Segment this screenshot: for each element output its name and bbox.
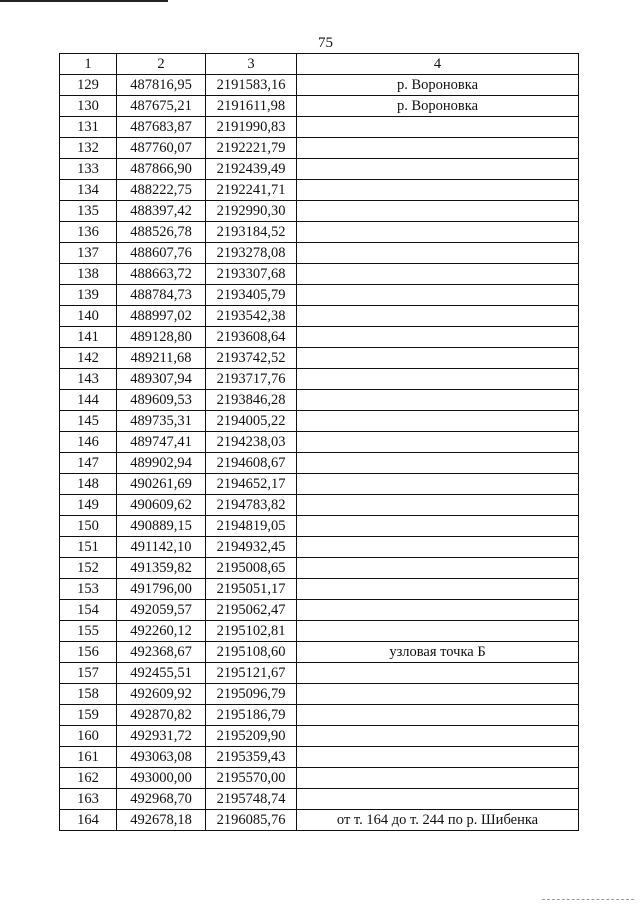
point-number-cell: 156 — [60, 642, 117, 663]
note-cell — [297, 201, 579, 222]
y-coordinate-cell: 2195570,00 — [206, 768, 297, 789]
table-row — [60, 306, 579, 327]
point-number-cell: 136 — [60, 222, 117, 243]
point-number-cell: 144 — [60, 390, 117, 411]
point-number-cell: 137 — [60, 243, 117, 264]
note-cell — [297, 537, 579, 558]
note-cell — [297, 663, 579, 684]
x-coordinate-cell: 489735,31 — [117, 411, 206, 432]
point-number-cell: 141 — [60, 327, 117, 348]
note-cell: р. Вороновка — [297, 75, 579, 96]
table-row — [60, 243, 579, 264]
table-row — [60, 117, 579, 138]
y-coordinate-cell: 2195096,79 — [206, 684, 297, 705]
x-coordinate-cell: 492870,82 — [117, 705, 206, 726]
note-cell — [297, 306, 579, 327]
x-coordinate-cell: 488397,42 — [117, 201, 206, 222]
y-coordinate-cell: 2193405,79 — [206, 285, 297, 306]
note-cell — [297, 348, 579, 369]
table-row — [60, 789, 579, 810]
note-cell — [297, 327, 579, 348]
x-coordinate-cell: 488784,73 — [117, 285, 206, 306]
note-cell — [297, 432, 579, 453]
table-row — [60, 684, 579, 705]
y-coordinate-cell: 2193542,38 — [206, 306, 297, 327]
x-coordinate-cell: 492678,18 — [117, 810, 206, 831]
x-coordinate-cell: 489609,53 — [117, 390, 206, 411]
point-number-cell: 155 — [60, 621, 117, 642]
note-cell — [297, 579, 579, 600]
header-col-3: 3 — [206, 54, 297, 75]
x-coordinate-cell: 492059,57 — [117, 600, 206, 621]
table-body — [60, 75, 579, 831]
note-cell: от т. 164 до т. 244 по р. Шибенка — [297, 810, 579, 831]
note-cell: узловая точка Б — [297, 642, 579, 663]
y-coordinate-cell: 2194932,45 — [206, 537, 297, 558]
x-coordinate-cell: 489211,68 — [117, 348, 206, 369]
note-cell — [297, 705, 579, 726]
note-cell: р. Вороновка — [297, 96, 579, 117]
point-number-cell: 146 — [60, 432, 117, 453]
point-number-cell: 138 — [60, 264, 117, 285]
point-number-cell: 139 — [60, 285, 117, 306]
table-row — [60, 327, 579, 348]
note-cell — [297, 159, 579, 180]
y-coordinate-cell: 2191990,83 — [206, 117, 297, 138]
table-row — [60, 159, 579, 180]
table-row — [60, 810, 579, 831]
x-coordinate-cell: 490889,15 — [117, 516, 206, 537]
x-coordinate-cell: 492368,67 — [117, 642, 206, 663]
note-cell — [297, 264, 579, 285]
note-cell — [297, 411, 579, 432]
point-number-cell: 161 — [60, 747, 117, 768]
note-cell — [297, 789, 579, 810]
y-coordinate-cell: 2194608,67 — [206, 453, 297, 474]
y-coordinate-cell: 2193742,52 — [206, 348, 297, 369]
note-cell — [297, 180, 579, 201]
y-coordinate-cell: 2193608,64 — [206, 327, 297, 348]
y-coordinate-cell: 2193307,68 — [206, 264, 297, 285]
scan-edge-marks — [542, 899, 634, 902]
y-coordinate-cell: 2192439,49 — [206, 159, 297, 180]
x-coordinate-cell: 492609,92 — [117, 684, 206, 705]
x-coordinate-cell: 487675,21 — [117, 96, 206, 117]
top-edge-rule — [0, 0, 168, 2]
header-col-4: 4 — [297, 54, 579, 75]
y-coordinate-cell: 2191611,98 — [206, 96, 297, 117]
y-coordinate-cell: 2193278,08 — [206, 243, 297, 264]
point-number-cell: 129 — [60, 75, 117, 96]
note-cell — [297, 600, 579, 621]
x-coordinate-cell: 490609,62 — [117, 495, 206, 516]
table-row — [60, 537, 579, 558]
coordinates-table — [59, 53, 579, 831]
y-coordinate-cell: 2195108,60 — [206, 642, 297, 663]
x-coordinate-cell: 489902,94 — [117, 453, 206, 474]
point-number-cell: 150 — [60, 516, 117, 537]
note-cell — [297, 621, 579, 642]
point-number-cell: 153 — [60, 579, 117, 600]
table-row — [60, 579, 579, 600]
y-coordinate-cell: 2194652,17 — [206, 474, 297, 495]
table-row — [60, 264, 579, 285]
y-coordinate-cell: 2194783,82 — [206, 495, 297, 516]
table-row — [60, 621, 579, 642]
note-cell — [297, 138, 579, 159]
y-coordinate-cell: 2195748,74 — [206, 789, 297, 810]
x-coordinate-cell: 488222,75 — [117, 180, 206, 201]
x-coordinate-cell: 491796,00 — [117, 579, 206, 600]
note-cell — [297, 390, 579, 411]
x-coordinate-cell: 489307,94 — [117, 369, 206, 390]
table-row — [60, 495, 579, 516]
x-coordinate-cell: 493000,00 — [117, 768, 206, 789]
y-coordinate-cell: 2192990,30 — [206, 201, 297, 222]
point-number-cell: 160 — [60, 726, 117, 747]
point-number-cell: 132 — [60, 138, 117, 159]
header-row — [60, 54, 579, 75]
table-row — [60, 96, 579, 117]
point-number-cell: 163 — [60, 789, 117, 810]
point-number-cell: 162 — [60, 768, 117, 789]
table-row — [60, 558, 579, 579]
y-coordinate-cell: 2194819,05 — [206, 516, 297, 537]
x-coordinate-cell: 487816,95 — [117, 75, 206, 96]
note-cell — [297, 747, 579, 768]
point-number-cell: 143 — [60, 369, 117, 390]
table-row — [60, 411, 579, 432]
y-coordinate-cell: 2195121,67 — [206, 663, 297, 684]
note-cell — [297, 117, 579, 138]
y-coordinate-cell: 2194238,03 — [206, 432, 297, 453]
x-coordinate-cell: 488526,78 — [117, 222, 206, 243]
y-coordinate-cell: 2196085,76 — [206, 810, 297, 831]
point-number-cell: 147 — [60, 453, 117, 474]
table-row — [60, 705, 579, 726]
note-cell — [297, 243, 579, 264]
table-row — [60, 768, 579, 789]
table-row — [60, 747, 579, 768]
table-row — [60, 222, 579, 243]
y-coordinate-cell: 2195102,81 — [206, 621, 297, 642]
table-row — [60, 453, 579, 474]
note-cell — [297, 222, 579, 243]
y-coordinate-cell: 2195051,17 — [206, 579, 297, 600]
header-col-2: 2 — [117, 54, 206, 75]
x-coordinate-cell: 488607,76 — [117, 243, 206, 264]
note-cell — [297, 726, 579, 747]
point-number-cell: 134 — [60, 180, 117, 201]
x-coordinate-cell: 487866,90 — [117, 159, 206, 180]
header-col-1: 1 — [60, 54, 117, 75]
x-coordinate-cell: 488997,02 — [117, 306, 206, 327]
x-coordinate-cell: 487683,87 — [117, 117, 206, 138]
y-coordinate-cell: 2195209,90 — [206, 726, 297, 747]
note-cell — [297, 453, 579, 474]
y-coordinate-cell: 2195062,47 — [206, 600, 297, 621]
note-cell — [297, 474, 579, 495]
y-coordinate-cell: 2193184,52 — [206, 222, 297, 243]
y-coordinate-cell: 2194005,22 — [206, 411, 297, 432]
x-coordinate-cell: 491142,10 — [117, 537, 206, 558]
note-cell — [297, 285, 579, 306]
point-number-cell: 154 — [60, 600, 117, 621]
table-row — [60, 390, 579, 411]
table-row — [60, 726, 579, 747]
point-number-cell: 164 — [60, 810, 117, 831]
point-number-cell: 142 — [60, 348, 117, 369]
y-coordinate-cell: 2193717,76 — [206, 369, 297, 390]
x-coordinate-cell: 492455,51 — [117, 663, 206, 684]
note-cell — [297, 495, 579, 516]
point-number-cell: 131 — [60, 117, 117, 138]
table-row — [60, 348, 579, 369]
note-cell — [297, 768, 579, 789]
point-number-cell: 130 — [60, 96, 117, 117]
table-row — [60, 285, 579, 306]
y-coordinate-cell: 2192221,79 — [206, 138, 297, 159]
note-cell — [297, 369, 579, 390]
x-coordinate-cell: 488663,72 — [117, 264, 206, 285]
point-number-cell: 148 — [60, 474, 117, 495]
note-cell — [297, 516, 579, 537]
x-coordinate-cell: 489747,41 — [117, 432, 206, 453]
point-number-cell: 152 — [60, 558, 117, 579]
x-coordinate-cell: 489128,80 — [117, 327, 206, 348]
table-row — [60, 75, 579, 96]
table-row — [60, 201, 579, 222]
y-coordinate-cell: 2193846,28 — [206, 390, 297, 411]
table-row — [60, 663, 579, 684]
y-coordinate-cell: 2191583,16 — [206, 75, 297, 96]
y-coordinate-cell: 2195186,79 — [206, 705, 297, 726]
point-number-cell: 145 — [60, 411, 117, 432]
x-coordinate-cell: 492968,70 — [117, 789, 206, 810]
table-row — [60, 474, 579, 495]
x-coordinate-cell: 493063,08 — [117, 747, 206, 768]
y-coordinate-cell: 2195359,43 — [206, 747, 297, 768]
point-number-cell: 157 — [60, 663, 117, 684]
table-row — [60, 600, 579, 621]
point-number-cell: 151 — [60, 537, 117, 558]
x-coordinate-cell: 491359,82 — [117, 558, 206, 579]
table-row — [60, 432, 579, 453]
note-cell — [297, 558, 579, 579]
point-number-cell: 158 — [60, 684, 117, 705]
table-row — [60, 138, 579, 159]
point-number-cell: 135 — [60, 201, 117, 222]
x-coordinate-cell: 490261,69 — [117, 474, 206, 495]
table-row — [60, 642, 579, 663]
point-number-cell: 149 — [60, 495, 117, 516]
table-row — [60, 516, 579, 537]
x-coordinate-cell: 492260,12 — [117, 621, 206, 642]
page-number: 75 — [318, 35, 333, 51]
x-coordinate-cell: 492931,72 — [117, 726, 206, 747]
note-cell — [297, 684, 579, 705]
table-row — [60, 180, 579, 201]
point-number-cell: 159 — [60, 705, 117, 726]
table-row — [60, 369, 579, 390]
point-number-cell: 140 — [60, 306, 117, 327]
point-number-cell: 133 — [60, 159, 117, 180]
y-coordinate-cell: 2192241,71 — [206, 180, 297, 201]
y-coordinate-cell: 2195008,65 — [206, 558, 297, 579]
x-coordinate-cell: 487760,07 — [117, 138, 206, 159]
